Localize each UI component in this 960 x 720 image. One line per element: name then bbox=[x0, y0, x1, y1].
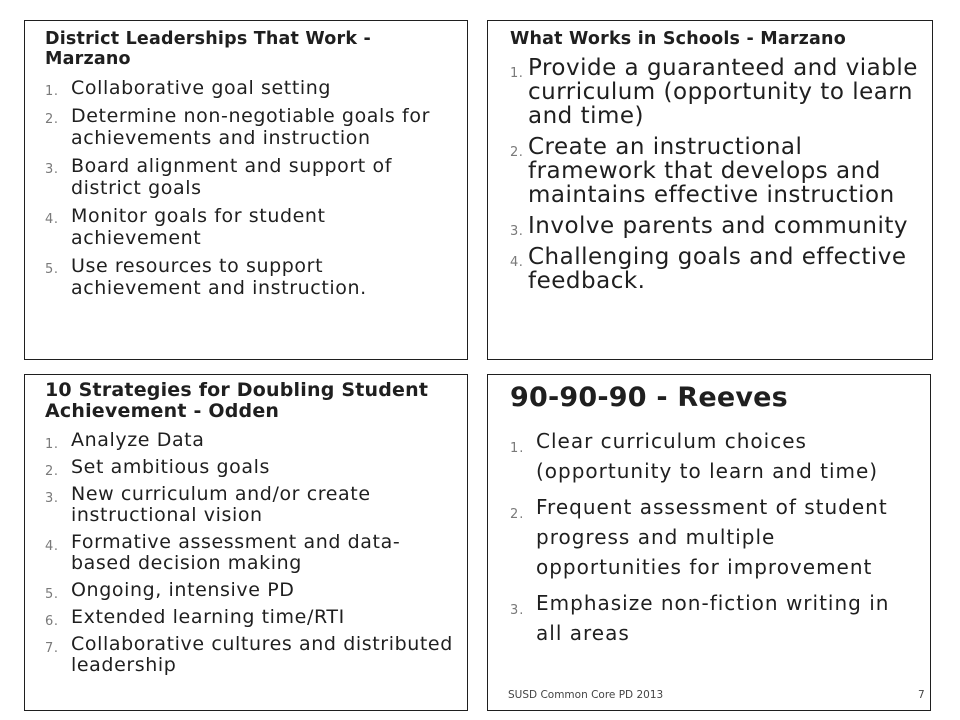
list-item bbox=[510, 56, 922, 128]
item-list bbox=[45, 77, 453, 299]
item-text: Clear curriculum choices (opportunity to learn and time) bbox=[536, 429, 879, 483]
list-item bbox=[45, 430, 455, 451]
item-text: Ongoing, intensive PD bbox=[71, 579, 295, 601]
item-text: Emphasize non-fiction writing in all areas bbox=[536, 591, 890, 645]
item-number: 4. bbox=[45, 539, 59, 554]
item-text: Involve parents and community bbox=[528, 213, 908, 239]
item-number: 2. bbox=[510, 507, 525, 522]
item-list bbox=[45, 430, 455, 676]
item-number: 3. bbox=[510, 603, 525, 618]
panel-title: What Works in Schools - Marzano bbox=[510, 29, 846, 49]
list-item bbox=[510, 245, 922, 293]
item-text: Collaborative goal setting bbox=[71, 77, 332, 99]
item-number: 3. bbox=[45, 491, 59, 506]
item-number: 2. bbox=[45, 112, 59, 127]
item-number: 4. bbox=[45, 212, 59, 227]
item-text: Use resources to support achievement and instruction. bbox=[71, 255, 367, 299]
item-number: 1. bbox=[45, 84, 59, 99]
item-list bbox=[510, 56, 922, 293]
list-item bbox=[510, 135, 922, 207]
item-text: Formative assessment and data-based decision making bbox=[71, 531, 401, 574]
list-item bbox=[45, 484, 455, 526]
item-text: Provide a guaranteed and viable curriculum (opportunity to learn and time) bbox=[528, 55, 918, 129]
list-item bbox=[45, 457, 455, 478]
district-leadership-panel bbox=[24, 20, 468, 360]
item-text: New curriculum and/or create instructional vision bbox=[71, 483, 371, 526]
list-item bbox=[45, 532, 455, 574]
item-number: 3. bbox=[510, 224, 524, 239]
list-item bbox=[45, 255, 453, 299]
item-list bbox=[510, 426, 920, 648]
panel-title: 90-90-90 - Reeves bbox=[510, 382, 788, 413]
item-number: 1. bbox=[510, 441, 525, 456]
reeves-panel bbox=[487, 374, 931, 711]
item-text: Set ambitious goals bbox=[71, 456, 270, 478]
list-item bbox=[510, 492, 920, 582]
item-number: 5. bbox=[45, 262, 59, 277]
item-text: Collaborative cultures and distributed leadership bbox=[71, 633, 453, 676]
list-item bbox=[45, 77, 453, 99]
item-text: Board alignment and support of district goals bbox=[71, 155, 392, 199]
item-number: 5. bbox=[45, 587, 59, 602]
item-number: 3. bbox=[45, 162, 59, 177]
ten-strategies-panel bbox=[24, 374, 468, 711]
list-item bbox=[45, 634, 455, 676]
item-text: Frequent assessment of student progress and multiple opportunities for improvement bbox=[536, 495, 888, 579]
list-item bbox=[510, 214, 922, 238]
item-text: Create an instructional framework that develops and maintains effective instruction bbox=[528, 134, 895, 208]
list-item bbox=[510, 588, 920, 648]
list-item bbox=[45, 205, 453, 249]
item-number: 6. bbox=[45, 614, 59, 629]
list-item bbox=[45, 155, 453, 199]
item-text: Monitor goals for student achievement bbox=[71, 205, 326, 249]
item-number: 4. bbox=[510, 255, 524, 270]
item-number: 1. bbox=[45, 437, 59, 452]
panel-title: 10 Strategies for Doubling Student Achievement - Odden bbox=[45, 379, 429, 422]
what-works-panel bbox=[487, 20, 933, 360]
list-item bbox=[45, 105, 453, 149]
panel-title: District Leaderships That Work - Marzano bbox=[45, 29, 371, 69]
item-text: Determine non-negotiable goals for achievements and instruction bbox=[71, 105, 430, 149]
item-number: 2. bbox=[510, 145, 524, 160]
list-item bbox=[510, 426, 920, 486]
footer-text: SUSD Common Core PD 2013 bbox=[508, 689, 664, 701]
item-text: Extended learning time/RTI bbox=[71, 606, 345, 628]
item-number: 1. bbox=[510, 66, 524, 81]
item-text: Analyze Data bbox=[71, 429, 205, 451]
page-number: 7 bbox=[918, 689, 925, 701]
item-number: 2. bbox=[45, 464, 59, 479]
list-item bbox=[45, 607, 455, 628]
list-item bbox=[45, 580, 455, 601]
item-text: Challenging goals and effective feedback. bbox=[528, 244, 907, 294]
item-number: 7. bbox=[45, 641, 59, 656]
